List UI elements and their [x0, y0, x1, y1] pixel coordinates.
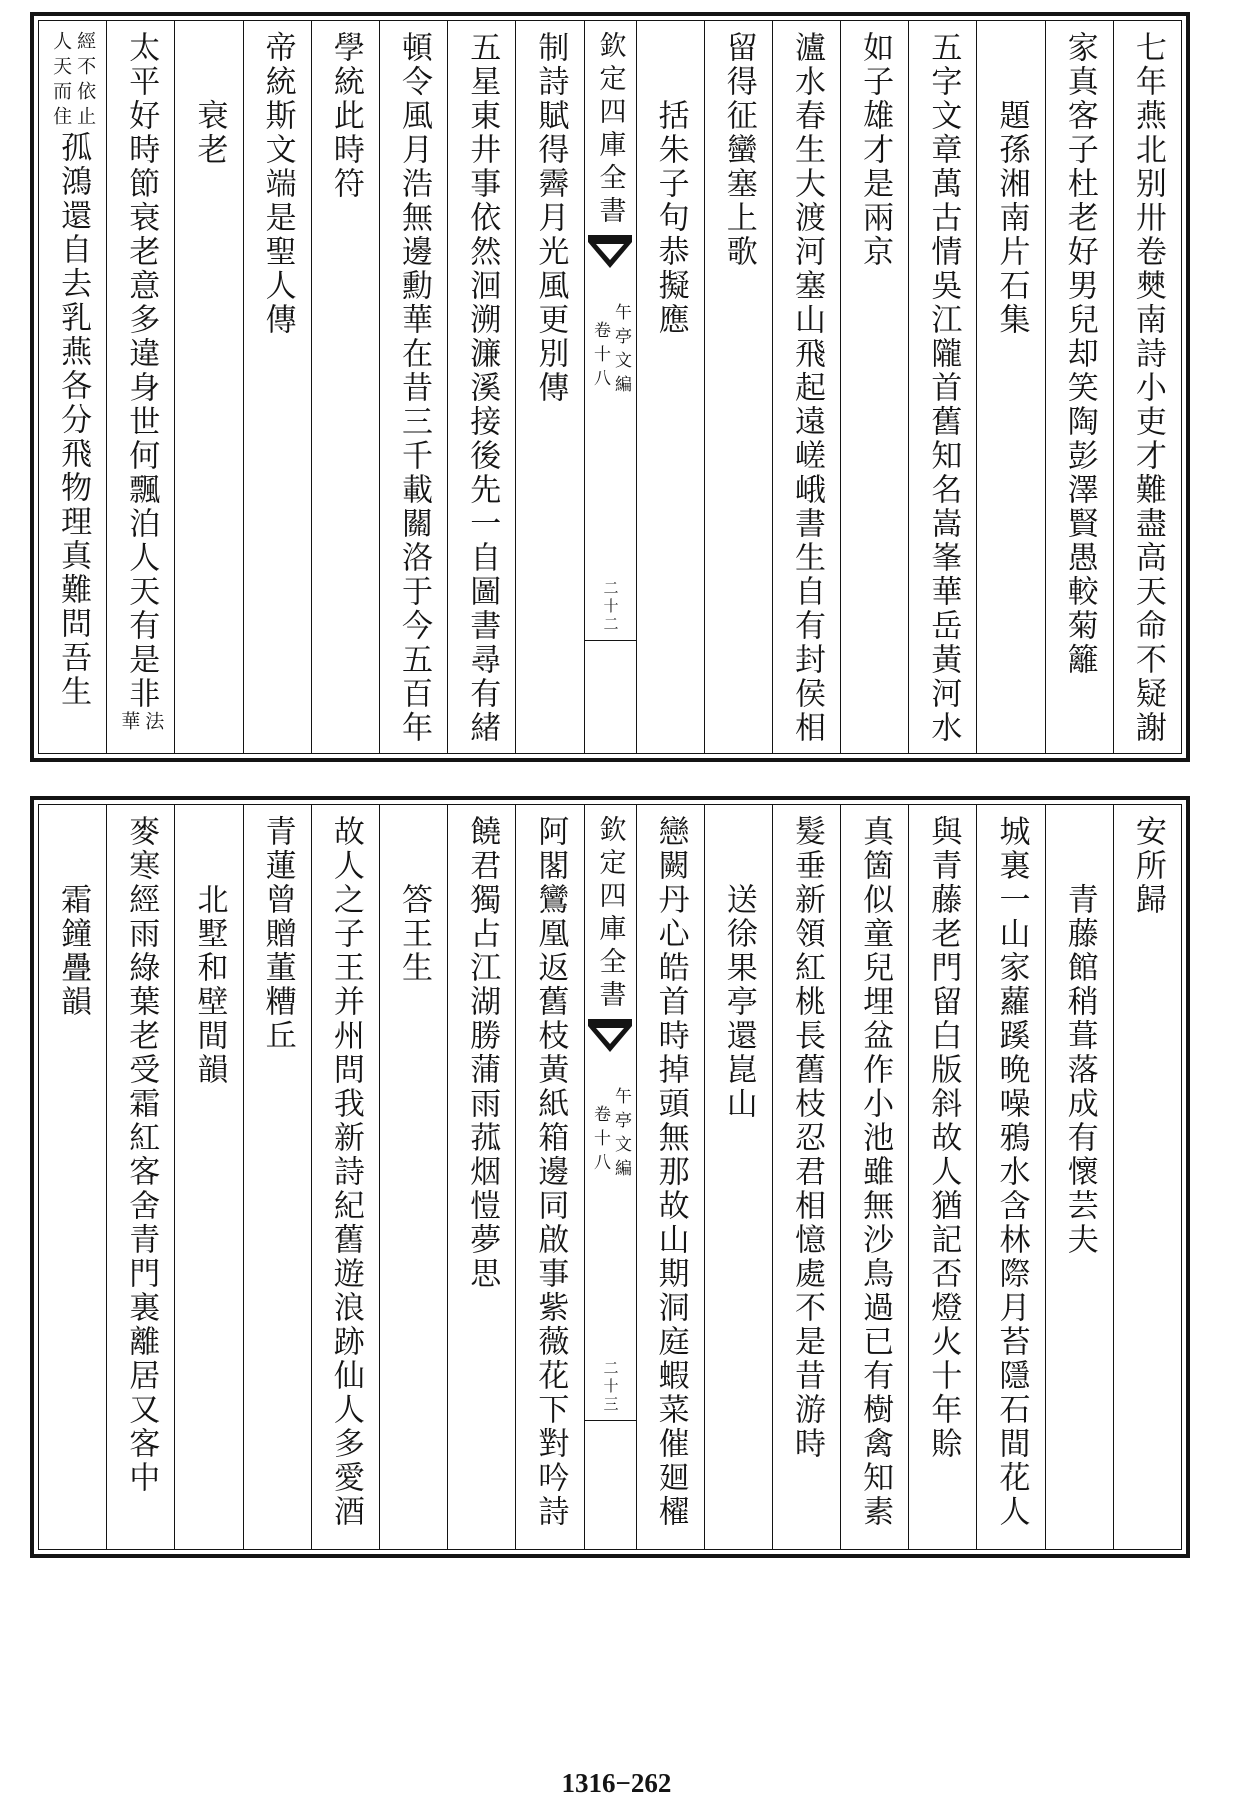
text-column — [106, 805, 174, 1549]
title-column — [174, 805, 242, 1549]
poem-title: 衰老 — [191, 99, 228, 167]
title-column — [704, 805, 772, 1549]
title-column — [636, 21, 704, 753]
series-title: 欽定四庫全書 — [594, 31, 626, 229]
note-line-right: 經不依止 — [74, 31, 97, 131]
column-text: 孤鴻還自去乳燕各分飛物理真難問吾生 — [55, 131, 92, 709]
fold-column — [584, 21, 636, 753]
column-text: 五字文章萬古情吳江隴首舊知名嵩峯華岳黃河水 — [925, 31, 962, 745]
column-text: 與青藤老門留白版斜故人猶記否燈火十年賒 — [925, 815, 962, 1461]
text-column — [106, 21, 174, 753]
column-text: 真箇似童兒埋盆作小池雖無沙鳥過已有樹禽知素 — [857, 815, 894, 1529]
column-text: 帝統斯文端是聖人傳 — [259, 31, 296, 337]
text-column — [772, 805, 840, 1549]
column-text: 安所歸 — [1129, 815, 1166, 917]
column-text: 學統此時符 — [327, 31, 364, 201]
column-text: 城裏一山家蘿蹊晩噪鴉水含林際月苔隱石間花人 — [993, 815, 1030, 1529]
title-column — [1045, 805, 1113, 1549]
top-half-leaf — [30, 12, 1190, 762]
column-text: 家真客子杜老好男兒却笑陶彭澤賢愚較菊籬 — [1061, 31, 1098, 677]
poem-title: 送徐果亭還崑山 — [720, 883, 757, 1121]
interlinear-note — [118, 711, 165, 736]
bottom-half-leaf — [30, 796, 1190, 1558]
text-column — [772, 21, 840, 753]
book-title: 午亭文編 — [611, 303, 631, 399]
text-column — [840, 21, 908, 753]
fold-rule — [585, 1420, 636, 1421]
poem-title: 北墅和壁間韻 — [191, 883, 228, 1087]
text-column — [1045, 21, 1113, 753]
column-text: 故人之子王并州問我新詩紀舊遊浪跡仙人多愛酒 — [327, 815, 364, 1529]
text-column — [908, 21, 976, 753]
note-line-right: 法 — [142, 711, 165, 736]
column-text: 制詩賦得霽月光風更別傳 — [532, 31, 569, 405]
bottom-column-grid — [38, 804, 1182, 1550]
text-column — [704, 21, 772, 753]
poem-title: 青藤館稍葺落成有懷芸夫 — [1061, 883, 1098, 1257]
column-text: 太平好時節衰老意多違身世何飄泊人天有是非 — [123, 31, 160, 711]
column-text: 饒君獨占江湖勝蒲雨菰烟愷夢思 — [464, 815, 501, 1291]
fold-book-info — [591, 303, 629, 399]
text-column — [447, 21, 515, 753]
text-column — [243, 21, 311, 753]
poem-title: 霜鐘疊韻 — [55, 883, 92, 1019]
text-column — [515, 805, 583, 1549]
title-column — [174, 21, 242, 753]
poem-title: 題孫湘南片石集 — [993, 99, 1030, 337]
column-text: 頓令風月浩無邊勳華在昔三千載關洛于今五百年 — [396, 31, 433, 745]
title-column — [39, 805, 106, 1549]
column-text: 麥寒經雨綠葉老受霜紅客舍青門裏離居又客中 — [123, 815, 160, 1495]
text-column — [379, 21, 447, 753]
poem-title: 括朱子句恭擬應 — [652, 99, 689, 337]
column-text: 五星東井事依然洄溯濂溪接後先一自圖書尋有緒 — [464, 31, 501, 745]
book-title: 午亭文編 — [611, 1087, 631, 1183]
poem-title: 答王生 — [396, 883, 433, 985]
juan-number: 卷十八 — [590, 321, 610, 393]
title-column — [976, 21, 1044, 753]
text-column — [39, 21, 106, 753]
column-text: 阿閣鸞凰返舊枝黃紙箱邊同啟事紫薇花下對吟詩 — [532, 815, 569, 1529]
text-column — [636, 805, 704, 1549]
leaf-number: 二十二 — [601, 580, 620, 634]
fold-rule — [585, 640, 636, 641]
text-column — [311, 21, 379, 753]
column-text: 瀘水春生大渡河塞山飛起遠嵯峨書生自有封侯相 — [788, 31, 825, 745]
fishtail-mark-icon — [588, 1019, 632, 1053]
fishtail-mark-icon — [588, 235, 632, 269]
column-text: 戀闕丹心皓首時掉頭無那故山期洞庭蝦菜催廻櫂 — [652, 815, 689, 1529]
text-column — [311, 805, 379, 1549]
text-column — [515, 21, 583, 753]
column-text: 髮垂新領紅桃長舊枝忍君相憶處不是昔游時 — [788, 815, 825, 1461]
fold-book-info — [591, 1087, 629, 1183]
text-column — [1113, 21, 1181, 753]
text-column — [1113, 805, 1181, 1549]
column-text: 留得征蠻塞上歌 — [720, 31, 757, 269]
text-column — [840, 805, 908, 1549]
interlinear-note — [50, 31, 97, 131]
text-column — [243, 805, 311, 1549]
column-text: 如子雄才是兩京 — [857, 31, 894, 269]
text-column — [908, 805, 976, 1549]
column-text: 七年燕北别卅卷僰南詩小吏才難盡高天命不疑謝 — [1129, 31, 1166, 745]
column-text: 青蓮曾贈董糟丘 — [259, 815, 296, 1053]
text-column — [447, 805, 515, 1549]
note-line-left: 人天而住 — [50, 31, 73, 131]
juan-number: 卷十八 — [590, 1105, 610, 1177]
series-title: 欽定四庫全書 — [594, 815, 626, 1013]
title-column — [379, 805, 447, 1549]
top-column-grid — [38, 20, 1182, 754]
text-column — [976, 805, 1044, 1549]
leaf-number: 二十三 — [601, 1360, 620, 1414]
note-line-left: 華 — [118, 711, 141, 736]
page-number: 1316−262 — [561, 1768, 672, 1798]
fold-column — [584, 805, 636, 1549]
